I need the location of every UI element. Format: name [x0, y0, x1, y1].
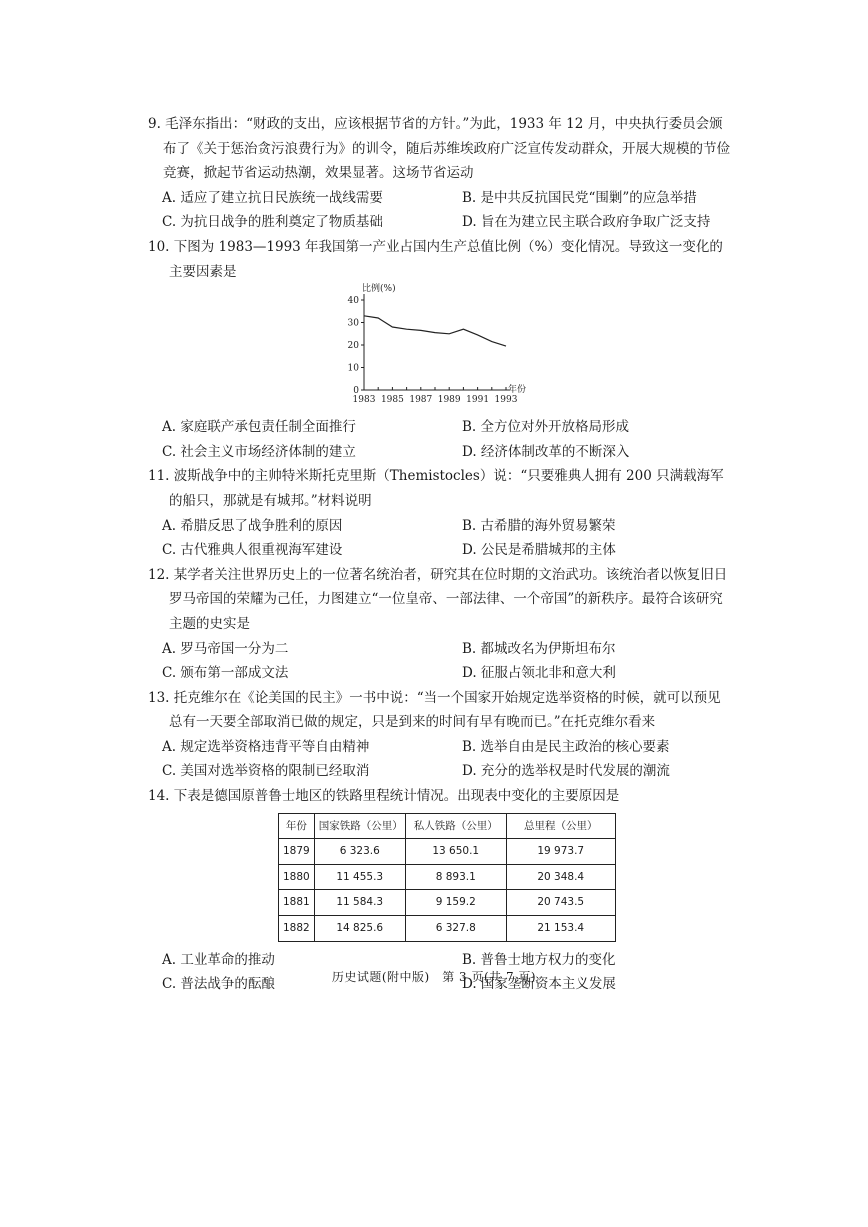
series-line [364, 316, 506, 346]
question-13-options [148, 735, 730, 784]
option-c[interactable]: C. 社会主义市场经济体制的建立 [162, 443, 356, 460]
option-d[interactable]: D. 充分的选举权是时代发展的潮流 [462, 763, 670, 780]
option-a[interactable]: A. 规定选举资格违背平等自由精神 [162, 738, 370, 755]
table-row [279, 864, 616, 890]
table-row [279, 890, 616, 916]
table-cell: 1880 [279, 864, 315, 890]
table-cell: 8 893.1 [405, 864, 506, 890]
header-state-railway: 国家铁路（公里） [314, 813, 405, 839]
question-10-stem: 10. 下图为 1983—1993 年我国第一产业占国内生产总值比例（%）变化情况。导致这一变化的主要因素是 [148, 238, 723, 280]
table-cell: 21 153.4 [506, 916, 615, 942]
option-b[interactable]: B. 选举自由是民主政治的核心要素 [462, 738, 670, 755]
option-a[interactable]: A. 罗马帝国一分为二 [162, 640, 289, 657]
header-year: 年份 [279, 813, 315, 839]
table-cell: 1879 [279, 839, 315, 865]
question-13 [148, 686, 730, 784]
question-14-stem: 14. 下表是德国原普鲁士地区的铁路里程统计情况。出现表中变化的主要原因是 [148, 788, 620, 805]
option-b[interactable]: B. 全方位对外开放格局形成 [462, 419, 630, 436]
question-9-options [148, 186, 730, 235]
option-d[interactable]: D. 公民是希腊城邦的主体 [462, 542, 616, 559]
option-c[interactable]: C. 颁布第一部成文法 [162, 665, 289, 682]
option-b[interactable]: B. 是中共反抗国民党“围剿”的应急举措 [462, 189, 697, 206]
y-axis-label: 比例(%) [362, 284, 396, 295]
x-tick-label: 1989 [437, 395, 461, 406]
table-container [148, 813, 730, 942]
y-tick-label: 0 [353, 386, 359, 397]
table-row [279, 916, 616, 942]
railway-table [278, 813, 616, 942]
table-row [279, 839, 616, 865]
x-axis-label: 年份 [508, 385, 527, 396]
y-tick-label: 10 [347, 363, 359, 374]
y-tick-label: 40 [347, 296, 359, 307]
option-d[interactable]: D. 征服占领北非和意大利 [462, 665, 616, 682]
table-cell: 6 323.6 [314, 839, 405, 865]
table-cell: 13 650.1 [405, 839, 506, 865]
table-cell: 11 584.3 [314, 890, 405, 916]
table-cell: 20 348.4 [506, 864, 615, 890]
question-12 [148, 563, 730, 686]
option-b[interactable]: B. 普鲁士地方权力的变化 [462, 951, 616, 968]
option-d[interactable]: D. 旨在为建立民主联合政府争取广泛支持 [462, 214, 711, 231]
table-cell: 11 455.3 [314, 864, 405, 890]
y-tick-label: 30 [347, 318, 359, 329]
table-cell: 1881 [279, 890, 315, 916]
question-12-stem: 12. 某学者关注世界历史上的一位著名统治者，研究其在位时期的文治武功。该统治者以恢复旧日罗马帝国的荣耀为己任，力图建立“一位皇帝、一部法律、一个帝国”的新秩序。最符合该研究主题的史实是 [148, 566, 728, 632]
x-tick-label: 1983 [352, 395, 376, 406]
option-a[interactable]: A. 家庭联产承包责任制全面推行 [162, 419, 356, 436]
header-private-railway: 私人铁路（公里） [405, 813, 506, 839]
option-c[interactable]: C. 美国对选举资格的限制已经取消 [162, 763, 370, 780]
option-c[interactable]: C. 古代雅典人很重视海军建设 [162, 542, 343, 559]
question-13-stem: 13. 托克维尔在《论美国的民主》一书中说：“当一个国家开始规定选举资格的时候，就可以预见总有一天要全部取消已做的规定，只是到来的时间有早有晚而已。”在托克维尔看来 [148, 689, 721, 731]
header-total: 总里程（公里） [506, 813, 615, 839]
option-a[interactable]: A. 工业革命的推动 [162, 951, 275, 968]
x-tick-label: 1987 [409, 395, 433, 406]
option-d[interactable]: D. 经济体制改革的不断深入 [462, 443, 630, 460]
x-tick-label: 1991 [466, 395, 490, 406]
chart-container [148, 286, 730, 413]
table-cell: 14 825.6 [314, 916, 405, 942]
x-tick-label: 1993 [494, 395, 518, 406]
table-cell: 1882 [279, 916, 315, 942]
table-cell: 6 327.8 [405, 916, 506, 942]
option-a[interactable]: A. 希腊反思了战争胜利的原因 [162, 517, 343, 534]
question-11 [148, 464, 730, 562]
option-d[interactable]: D. 国家垄断资本主义发展 [462, 976, 616, 993]
table-header-row [279, 813, 616, 839]
question-14 [148, 784, 730, 997]
table-cell: 19 973.7 [506, 839, 615, 865]
question-12-options [148, 637, 730, 686]
question-10-options [148, 415, 730, 464]
line-chart [338, 284, 527, 413]
question-11-options [148, 514, 730, 563]
option-c[interactable]: C. 为抗日战争的胜利奠定了物质基础 [162, 214, 383, 231]
option-b[interactable]: B. 古希腊的海外贸易繁荣 [462, 517, 616, 534]
x-tick-label: 1985 [380, 395, 404, 406]
exam-page [148, 112, 730, 997]
question-9 [148, 112, 730, 235]
question-9-stem: 9. 毛泽东指出：“财政的支出，应该根据节省的方针。”为此，1933 年 12 月，中央执行委员会颁布了《关于惩治贪污浪费行为》的训令，随后苏维埃政府广泛宣传发动群众，开展大规模的节俭竞赛，掀起节省运动热潮，效果显著。这场节省运动 [148, 116, 730, 182]
table-cell: 20 743.5 [506, 890, 615, 916]
y-tick-label: 20 [347, 341, 359, 352]
option-b[interactable]: B. 都城改名为伊斯坦布尔 [462, 640, 616, 657]
option-c[interactable]: C. 普法战争的酝酿 [162, 976, 275, 993]
table-cell: 9 159.2 [405, 890, 506, 916]
question-11-stem: 11. 波斯战争中的主帅特米斯托克里斯（Themistocles）说：“只要雅典人拥有 200 只满载海军的船只，那就是有城邦。”材料说明 [148, 468, 724, 509]
option-a[interactable]: A. 适应了建立抗日民族统一战线需要 [162, 189, 383, 206]
page-footer: 历史试题(附中版) 第 3 页(共 7 页) [331, 970, 537, 984]
question-10 [148, 235, 730, 464]
